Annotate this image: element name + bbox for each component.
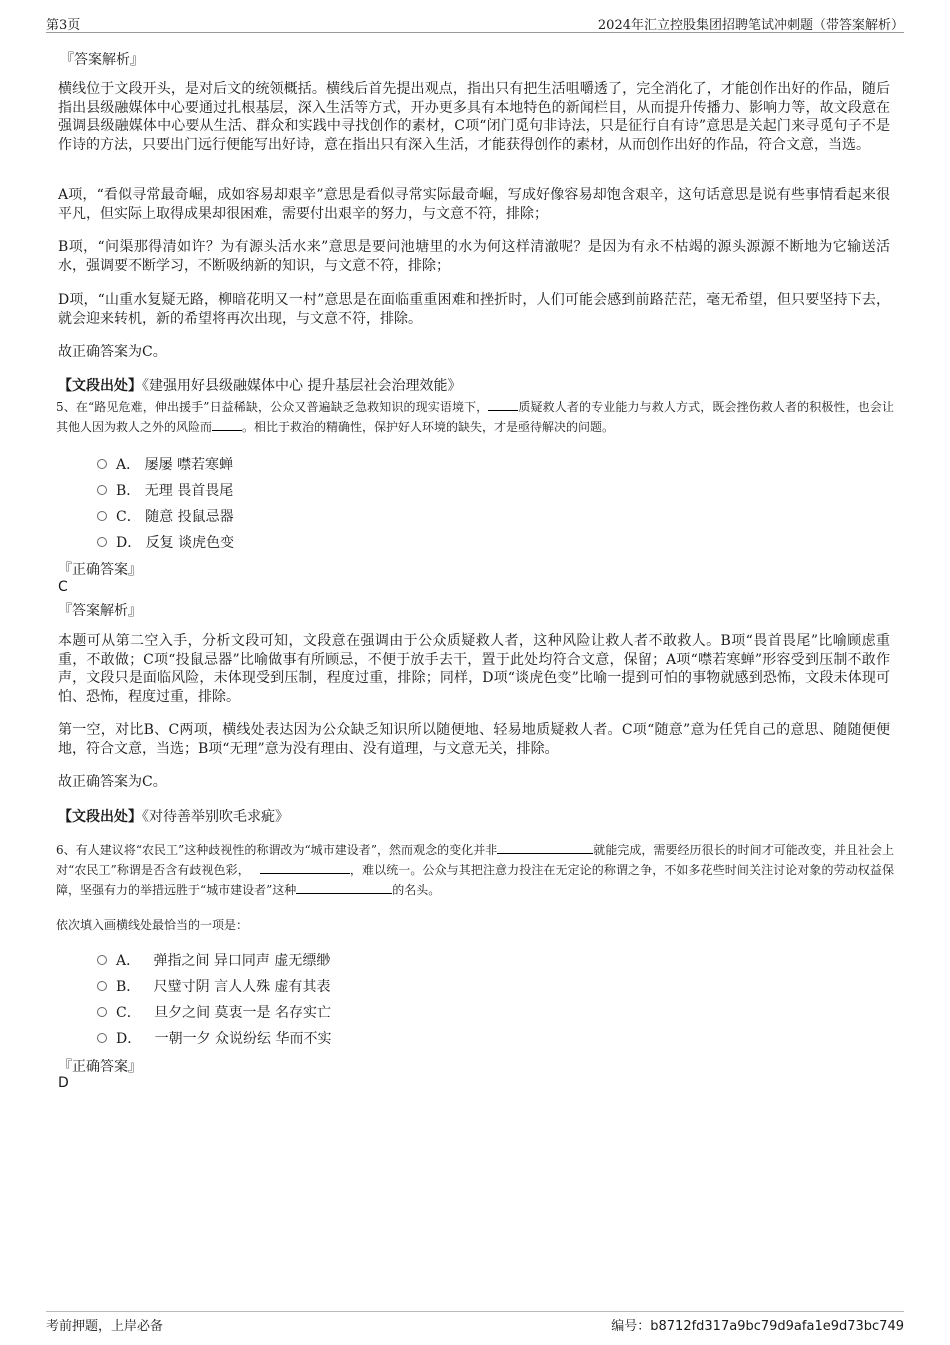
q5-stem (56, 397, 894, 437)
q5-option-b-letter: B． (116, 483, 141, 499)
q6-stem-part-3: ，难以统一。公众与其把注意力投注在无定论的称谓之争，不如多花些时间关注讨论对象的劳动权益保障，坚强有力的举措远胜于“城市建设者”这种 (56, 863, 894, 897)
q5-conclusion: 故正确答案为C。 (58, 774, 167, 790)
q5-option-b[interactable] (97, 480, 233, 498)
q5-blank-2 (212, 418, 242, 431)
q5-option-a-letter: A． (116, 457, 141, 473)
q6-answer-label: 『正确答案』 (58, 1059, 142, 1075)
q5-answer-label: 『正确答案』 (58, 562, 142, 578)
q6-stem-part-4: 的名头。 (392, 883, 441, 897)
q5-option-d[interactable] (97, 532, 234, 550)
q6-option-b[interactable] (97, 976, 331, 994)
q6-instruction: 依次填入画横线处最恰当的一项是： (56, 918, 249, 932)
q5-option-c-text: 随意 投鼠忌器 (145, 509, 234, 525)
q5-option-b-text: 无理 畏首畏尾 (144, 483, 234, 499)
q4-source (58, 375, 461, 395)
q4-analysis-para-4: D项，“山重水复疑无路，柳暗花明又一村”意思是在面临重重困难和挫折时，人们可能会感到前路茫茫，毫无希望，但只要坚持下去，就会迎来转机，新的希望将再次出现，与文意不符，排除。 (58, 292, 890, 327)
q6-option-c-letter: C． (116, 1005, 141, 1021)
document-code (611, 1315, 904, 1334)
q5-option-c-letter: C． (116, 509, 141, 525)
q6-option-a-letter: A． (116, 953, 141, 969)
q5-analysis-para-1: 本题可从第二空入手，分析文段可知，文段意在强调由于公众质疑救人者，这种风险让救人者不敢救人。B项“畏首畏尾”比喻顾虑重重，不敢做；C项“投鼠忌器”比喻做事有所顾忌，不便于放手去干，置于此处均符合文意，保留；A项“噤若寒蝉”形容受到压制不敢作声，文段只是面临风险，未体现受到压制，程度过重，排除；同样，D项“谈虎色变”比喻一提到可怕的事物就感到恐怖，文段未体现可怕、恐怖，程度过重，排除。 (58, 633, 890, 705)
q6-option-a[interactable] (97, 950, 330, 968)
q4-conclusion: 故正确答案为C。 (58, 344, 167, 360)
radio-icon[interactable] (97, 1033, 107, 1043)
q4-analysis-para-2: A项，“看似寻常最奇崛，成如容易却艰辛”意思是看似寻常实际最奇崛，写成好像容易却饱含艰辛，这句话意思是说有些事情看起来很平凡，但实际上取得成果却很困难，需要付出艰辛的努力，与文意不符，排除； (58, 187, 890, 222)
q6-stem (56, 840, 894, 900)
q6-blank-2 (260, 861, 350, 874)
radio-icon[interactable] (97, 955, 107, 965)
q5-stem-part-3: 。相比于救治的精确性，保护好人环境的缺失，才是亟待解决的问题。 (242, 420, 615, 434)
document-code-value: b8712fd317a9bc79d9afa1e9d73bc749 (650, 1319, 904, 1334)
q6-blank-1 (497, 841, 593, 854)
q6-option-b-letter: B． (116, 979, 141, 995)
q6-option-c[interactable] (97, 1002, 331, 1020)
q5-analysis-label: 『答案解析』 (58, 603, 142, 619)
q6-option-a-text: 弹指之间 异口同声 虚无缥缈 (153, 953, 331, 969)
q6-stem-part-1: 6、有人建议将“农民工”这种歧视性的称谓改为“城市建设者”，然而观念的变化并非 (56, 843, 498, 857)
q6-option-b-text: 尺璧寸阴 言人人殊 虚有其表 (153, 979, 331, 995)
q6-blank-3 (296, 881, 392, 894)
q5-option-a-text: 屡屡 噤若寒蝉 (144, 457, 234, 473)
q5-option-d-letter: D． (116, 535, 142, 551)
footer-slogan: 考前押题，上岸必备 (46, 1319, 164, 1334)
q5-blank-1 (488, 398, 518, 411)
q4-source-title: 《建强用好县级融媒体中心 提升基层社会治理效能》 (142, 378, 462, 394)
q4-analysis-label: 『答案解析』 (60, 52, 144, 68)
q6-option-d-text: 一朝一夕 众说纷纭 华而不实 (154, 1031, 332, 1047)
radio-icon[interactable] (97, 511, 107, 521)
radio-icon[interactable] (97, 485, 107, 495)
document-title: 2024年汇立控股集团招聘笔试冲刺题（带答案解析） (597, 18, 904, 33)
q5-option-d-text: 反复 谈虎色变 (145, 535, 235, 551)
q5-source-title: 《对待善举别吹毛求疵》 (142, 809, 289, 825)
q6-answer: D (58, 1075, 69, 1091)
q5-analysis-para-2: 第一空，对比B、C两项，横线处表达因为公众缺乏知识所以随便地、轻易地质疑救人者。C项“随意”意为任凭自己的意思、随随便便地，符合文意，当选；B项“无理”意为没有理由、没有道理，与文意无关，排除。 (58, 722, 890, 757)
q4-analysis-para-1: 横线位于文段开头，是对后文的统领概括。横线后首先提出观点，指出只有把生活咀嚼透了，完全消化了，才能创作出好的作品，随后指出县级融媒体中心要通过扎根基层，深入生活等方式，开办更多具有本地特色的新闻栏目，从而提升传播力、影响力等，故文段意在强调县级融媒体中心要从生活、群众和实践中寻找创作的素材，C项“闭门觅句非诗法，只是征行自有诗”意思是关起门来寻觅句子不是作诗的方法，只要出门远行便能写出好诗，意在指出只有深入生活，才能获得创作的素材，从而创作出好的作品，符合文意，当选。 (58, 81, 890, 153)
page-footer (46, 1311, 904, 1332)
radio-icon[interactable] (97, 1007, 107, 1017)
q5-option-a[interactable] (97, 454, 233, 472)
q5-source-label: 【文段出处】 (58, 809, 142, 825)
radio-icon[interactable] (97, 981, 107, 991)
q6-stem-part-2: 就能完成，需要经历很长的时间才可能改变，并且社会上对“农民工”称谓是否含有歧视色彩， (56, 843, 894, 877)
q5-answer: C (58, 579, 68, 595)
radio-icon[interactable] (97, 459, 107, 469)
q4-source-label: 【文段出处】 (58, 378, 142, 394)
q6-option-d[interactable] (97, 1028, 332, 1046)
page-number: 第3页 (46, 18, 81, 33)
q5-option-c[interactable] (97, 506, 234, 524)
q5-stem-part-1: 5、在“路见危难，伸出援手”日益稀缺，公众又普遍缺乏急救知识的现实语境下， (56, 400, 489, 414)
q4-analysis-para-3: B项，“问渠那得清如许？为有源头活水来”意思是要问池塘里的水为何这样清澈呢？是因为有永不枯竭的源头源源不断地为它输送活水，强调要不断学习，不断吸纳新的知识，与文意不符，排除； (58, 239, 890, 274)
q5-stem-part-2: 质疑救人者的专业能力与救人方式，既会挫伤救人者的积极性，也会让其他人因为救人之外的风险而 (56, 400, 894, 434)
page-header (46, 12, 904, 33)
radio-icon[interactable] (97, 537, 107, 547)
q6-option-d-letter: D． (116, 1031, 142, 1047)
q6-option-c-text: 旦夕之间 莫衷一是 名存实亡 (154, 1005, 331, 1021)
document-code-label: 编号： (611, 1319, 651, 1334)
q5-source (58, 806, 289, 826)
